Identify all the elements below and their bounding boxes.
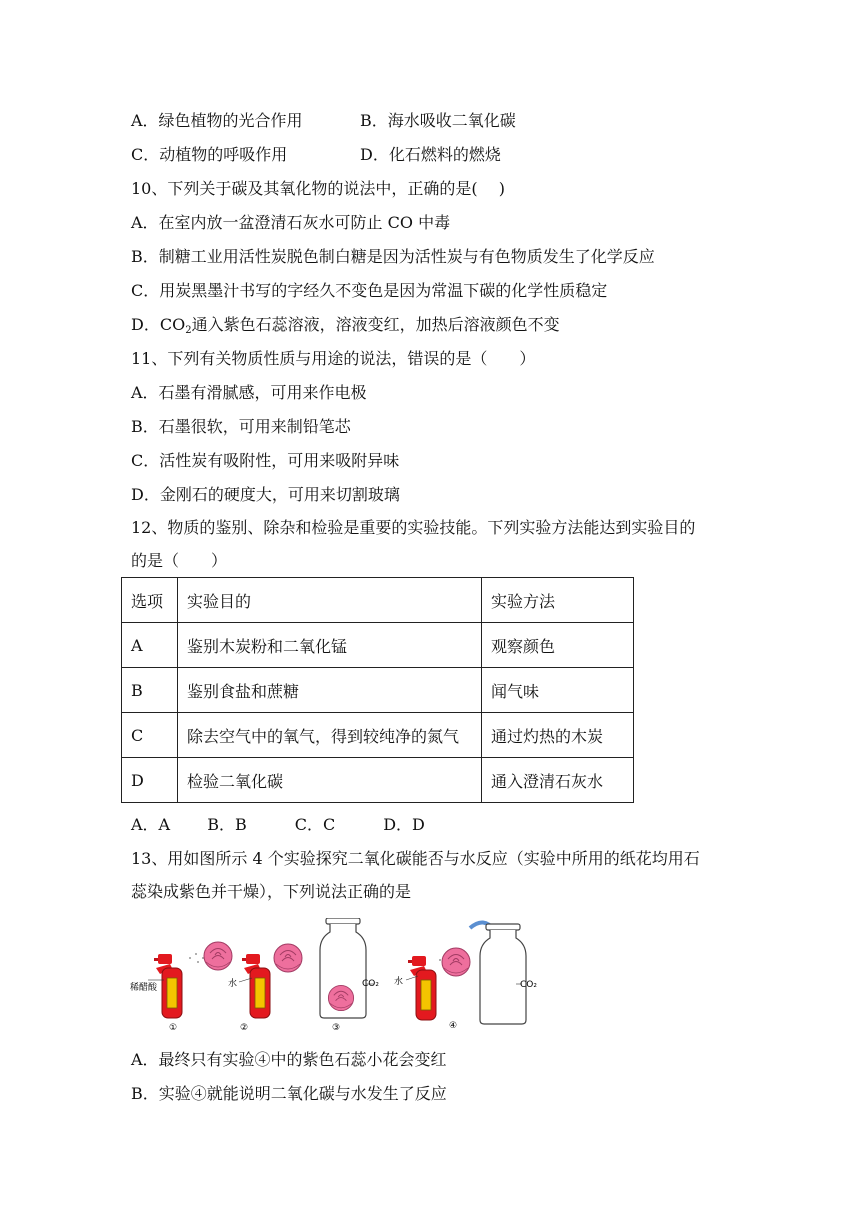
spray-mist-1 [189, 953, 204, 963]
q10-option-b: B．制糖工业用活性炭脱色制白糖是因为活性炭与有色物质发生了化学反应 [131, 247, 655, 266]
flower-icon-2 [274, 944, 302, 972]
flower-icon-4 [442, 948, 470, 976]
table-cell: 通入澄清石灰水 [482, 758, 634, 803]
table-cell: 观察颜色 [482, 623, 634, 668]
label-water-2: 水 [228, 979, 238, 989]
jar-icon-4 [480, 924, 526, 1024]
label-acetic-acid: 稀醋酸 [130, 983, 158, 993]
q9-option-c: C．动植物的呼吸作用 [131, 145, 288, 164]
table-cell: B [122, 668, 178, 713]
table-cell: 通过灼热的木炭 [482, 713, 634, 758]
q9-option-d: D．化石燃料的燃烧 [360, 145, 501, 164]
label-co2-4: CO₂ [520, 980, 537, 990]
q10-option-a: A．在室内放一盆澄清石灰水可防止 CO 中毒 [131, 213, 451, 232]
flower-icon-1 [204, 942, 232, 970]
table-cell: D [122, 758, 178, 803]
table-cell: 检验二氧化碳 [178, 758, 482, 803]
table-cell: A [122, 623, 178, 668]
q10-option-d [131, 315, 560, 341]
table-header-row [122, 578, 634, 623]
table-cell: C [122, 713, 178, 758]
sprayer-icon-4 [408, 956, 436, 1020]
sprayer-icon-1 [154, 954, 182, 1018]
q10-d-prefix: D．CO [131, 315, 186, 334]
step-label-2: ② [240, 1023, 249, 1033]
q11-option-c: C．活性炭有吸附性，可用来吸附异味 [131, 451, 400, 470]
label-water-4: 水 [394, 977, 404, 987]
table-row [122, 758, 634, 803]
step-label-3: ③ [332, 1023, 341, 1033]
step-label-4: ④ [449, 1021, 458, 1031]
q11-stem: 11、下列有关物质性质与用途的说法，错误的是（ ） [131, 349, 536, 368]
label-co2-3: CO₂ [362, 979, 379, 989]
q12-stem-line1: 12、物质的鉴别、除杂和检验是重要的实验技能。下列实验方法能达到实验目的 [131, 518, 696, 537]
table-row [122, 668, 634, 713]
table-header-cell: 实验目的 [178, 578, 482, 623]
q12-table [121, 577, 634, 803]
table-cell: 鉴别木炭粉和二氧化锰 [178, 623, 482, 668]
q12-options: A．A B．B C．C D．D [131, 815, 425, 834]
sprayer-icon-2 [242, 954, 270, 1018]
flower-icon-3 [328, 985, 353, 1010]
step-label-1: ① [169, 1023, 178, 1033]
q10-d-sub: 2 [185, 325, 192, 336]
q10-option-c: C．用炭黑墨汁书写的字经久不变色是因为常温下碳的化学性质稳定 [131, 281, 608, 300]
q13-stem-line2: 蕊染成紫色并干燥），下列说法正确的是 [131, 882, 412, 901]
table-cell: 除去空气中的氧气，得到较纯净的氮气 [178, 713, 482, 758]
table-cell: 鉴别食盐和蔗糖 [178, 668, 482, 713]
q9-option-b: B．海水吸收二氧化碳 [360, 111, 516, 130]
experiment-figure [128, 918, 558, 1036]
q12-stem-line2: 的是（ ） [131, 551, 228, 570]
table-cell: 闻气味 [482, 668, 634, 713]
q11-option-a: A．石墨有滑腻感，可用来作电极 [131, 383, 367, 402]
q13-option-a: A．最终只有实验④中的紫色石蕊小花会变红 [131, 1050, 447, 1069]
table-header-cell: 实验方法 [482, 578, 634, 623]
table-header-cell: 选项 [122, 578, 178, 623]
q9-option-a: A．绿色植物的光合作用 [131, 111, 303, 130]
q11-option-b: B．石墨很软，可用来制铅笔芯 [131, 417, 351, 436]
table-row [122, 623, 634, 668]
q13-option-b: B．实验④就能说明二氧化碳与水发生了反应 [131, 1084, 447, 1103]
table-row [122, 713, 634, 758]
q11-option-d: D．金刚石的硬度大，可用来切割玻璃 [131, 485, 400, 504]
q13-stem-line1: 13、用如图所示 4 个实验探究二氧化碳能否与水反应（实验中所用的纸花均用石 [131, 849, 700, 868]
q10-stem: 10、下列关于碳及其氧化物的说法中，正确的是( ) [131, 179, 505, 198]
q10-d-suffix: 通入紫色石蕊溶液，溶液变红，加热后溶液颜色不变 [191, 315, 560, 334]
